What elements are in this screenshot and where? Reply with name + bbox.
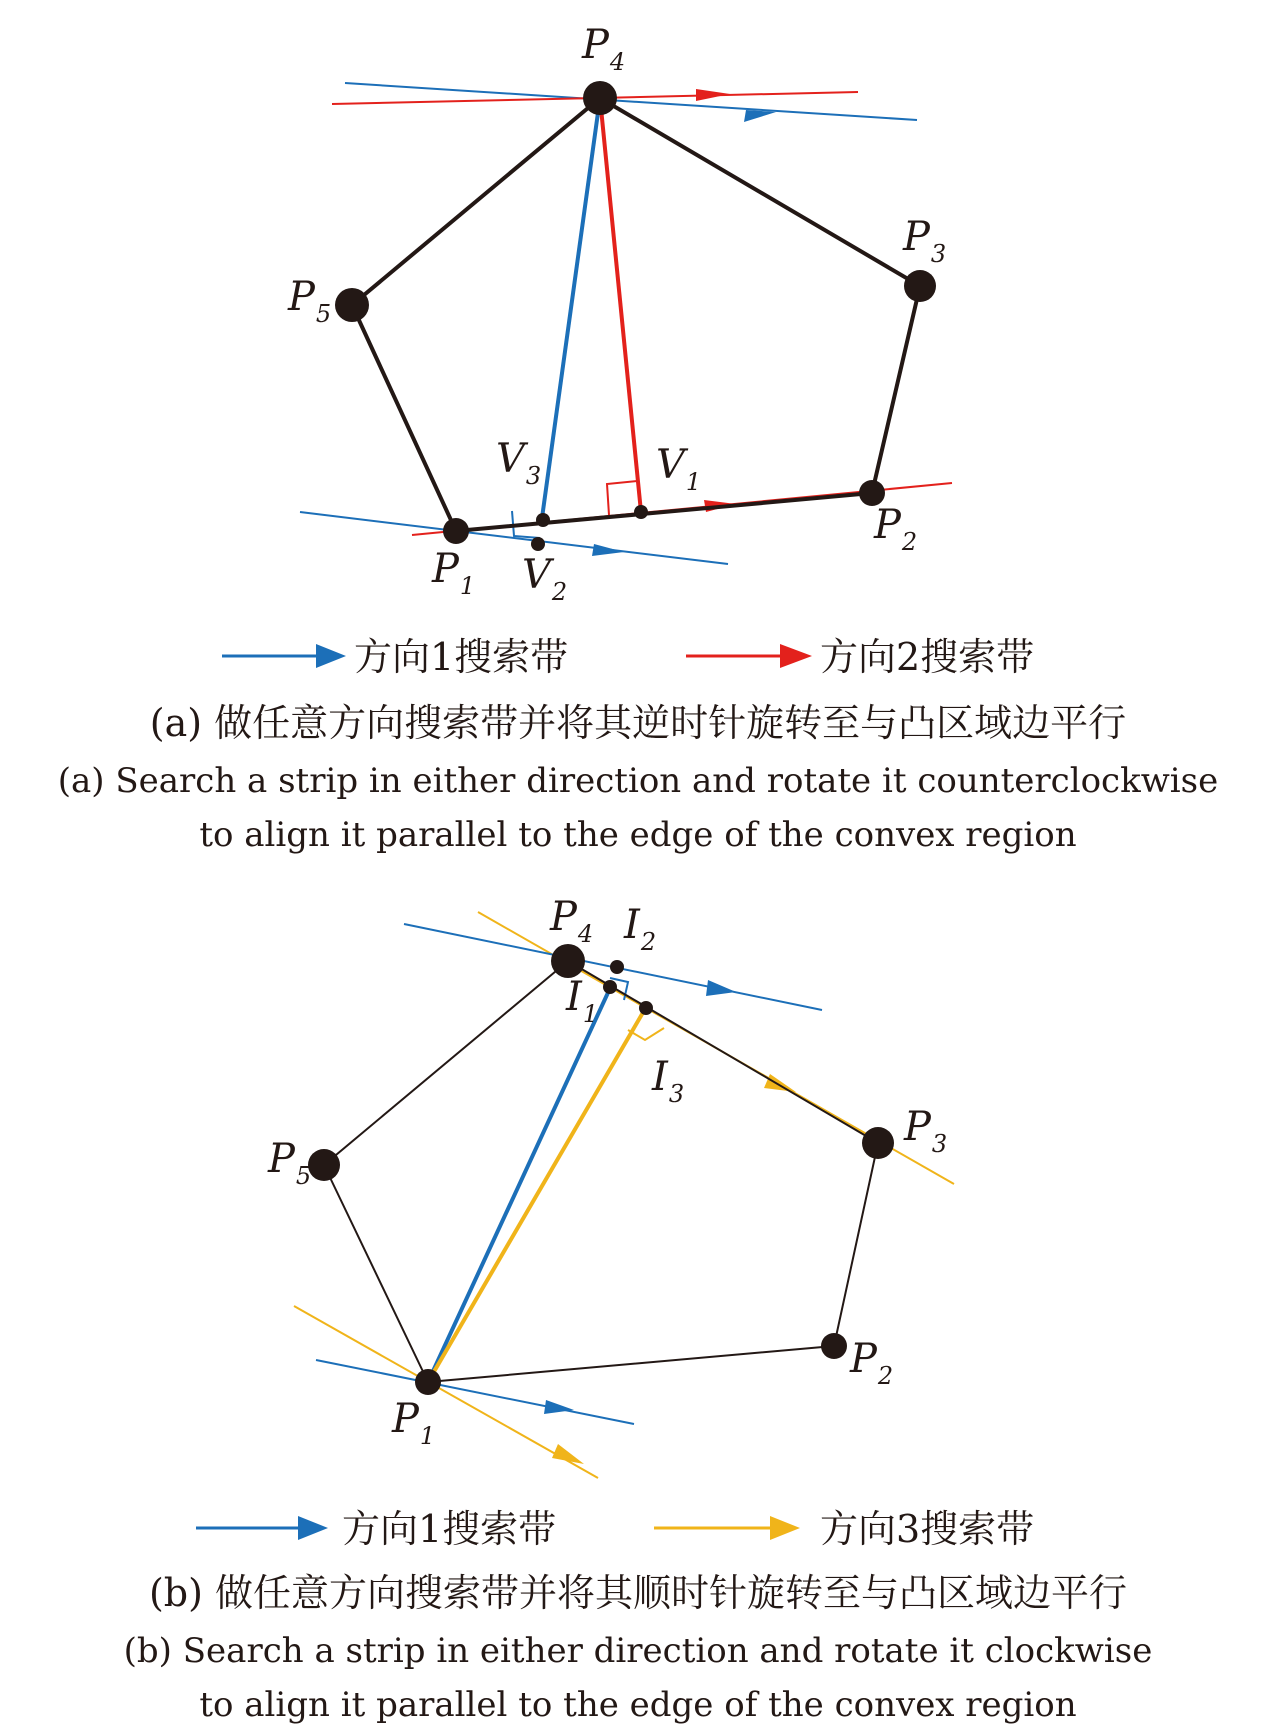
vertex-p3 <box>862 1127 894 1159</box>
panel-b-diagram <box>267 894 954 1478</box>
vertex-p2 <box>821 1333 847 1359</box>
legend-a <box>222 635 1034 679</box>
label-p4: $P_4$ <box>582 22 626 76</box>
panel-a-diagram <box>287 22 952 606</box>
right-angle-marker-red <box>607 481 637 515</box>
vertex-p4 <box>551 944 585 978</box>
point-i1 <box>603 980 617 994</box>
label-i2: $I_2$ <box>624 902 657 956</box>
point-v2 <box>531 537 545 551</box>
vertex-p1 <box>415 1369 441 1395</box>
caption-b-en-line2: to align it parallel to the edge of the convex region <box>199 1685 1077 1725</box>
label-v1: $V_1$ <box>656 442 702 496</box>
direction1-arrowhead <box>706 980 736 996</box>
legend-direction1-arrowhead <box>316 644 346 668</box>
label-p3: $P_3$ <box>904 1104 948 1158</box>
legend-direction3-label: 方向3搜索带 <box>820 1507 1035 1551</box>
vertex-p3 <box>904 270 936 302</box>
convex-polygon-b <box>324 961 878 1382</box>
label-p2: $P_2$ <box>874 502 918 556</box>
caption-a-cn: (a) 做任意方向搜索带并将其逆时针旋转至与凸区域边平行 <box>149 701 1127 745</box>
label-p4: $P_4$ <box>550 894 594 948</box>
label-p5: $P_5$ <box>288 274 332 328</box>
point-v3 <box>536 513 550 527</box>
legend-direction2-label: 方向2搜索带 <box>820 635 1035 679</box>
point-i2 <box>610 960 624 974</box>
strip-line-bottom <box>300 512 728 564</box>
point-v1 <box>634 505 648 519</box>
point-i3 <box>639 1001 653 1015</box>
label-p1: $P_1$ <box>432 546 476 600</box>
legend-direction1-label: 方向1搜索带 <box>354 635 569 679</box>
label-v2: $V_2$ <box>522 552 568 606</box>
legend-b <box>196 1507 1034 1551</box>
legend-direction3-arrowhead <box>770 1516 800 1540</box>
label-p3: $P_3$ <box>903 214 947 268</box>
caption-a-en-line2: to align it parallel to the edge of the convex region <box>199 815 1077 855</box>
vertex-p5 <box>308 1149 340 1181</box>
direction3-arrowhead <box>764 1074 796 1092</box>
label-p5: $P_5$ <box>268 1136 312 1190</box>
legend-direction2-arrowhead <box>780 644 812 668</box>
label-p2: $P_2$ <box>850 1336 894 1390</box>
strip-line-bottom <box>294 1306 598 1478</box>
perpendicular-blue <box>428 984 612 1382</box>
caption-b-en-line1: (b) Search a strip in either direction and rotate it clockwise <box>123 1631 1153 1671</box>
vertex-p5 <box>335 288 369 322</box>
perpendicular-red <box>600 98 641 512</box>
label-i1: $I_1$ <box>566 974 599 1028</box>
caption-a-en-line1: (a) Search a strip in either direction and rotate it counterclockwise <box>57 761 1219 801</box>
perpendicular-blue <box>542 98 600 518</box>
strip-line-bottom <box>316 1360 634 1424</box>
vertex-p4 <box>583 81 617 115</box>
direction2-strip-a <box>332 92 952 535</box>
caption-b-cn: (b) 做任意方向搜索带并将其顺时针旋转至与凸区域边平行 <box>148 1571 1128 1615</box>
direction3-arrowhead <box>552 1444 584 1464</box>
vertex-p1 <box>443 518 469 544</box>
direction1-arrowhead <box>744 110 776 122</box>
label-p1: $P_1$ <box>392 1396 436 1450</box>
label-v3: $V_3$ <box>496 436 542 490</box>
legend-direction1-arrowhead <box>298 1516 328 1540</box>
direction2-arrowhead <box>696 89 730 101</box>
legend-direction1-label: 方向1搜索带 <box>342 1507 557 1551</box>
perpendicular-yellow <box>428 1009 645 1382</box>
label-i3: $I_3$ <box>652 1054 685 1108</box>
